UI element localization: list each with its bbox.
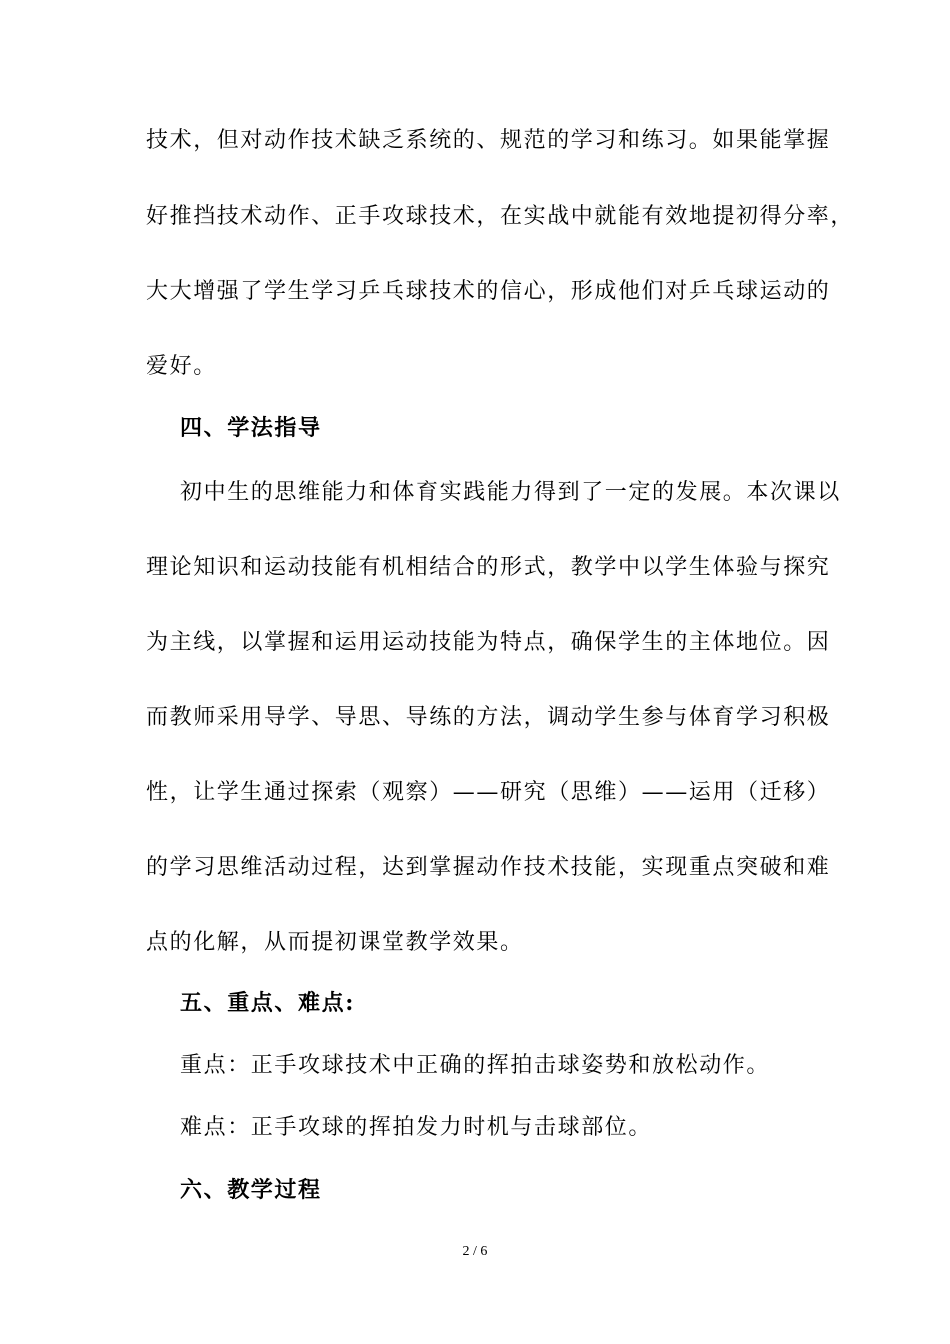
body-text-line: 初中生的思维能力和体育实践能力得到了一定的发展。本次课以 <box>180 480 841 505</box>
body-text-line: 好推挡技术动作、正手攻球技术，在实战中就能有效地提初得分率， <box>146 204 855 229</box>
body-text-line: 性，让学生通过探索（观察）——研究（思维）——运用（迁移） <box>146 780 831 805</box>
body-text-line: 技术，但对动作技术缺乏系统的、规范的学习和练习。如果能掌握 <box>146 128 831 153</box>
section-heading-study-guidance: 四、学法指导 <box>180 415 322 441</box>
body-text-line: 的学习思维活动过程，达到掌握动作技术技能，实现重点突破和难 <box>146 855 831 880</box>
difficulty-text: 难点：正手攻球的挥拍发力时机与击球部位。 <box>180 1115 653 1140</box>
section-heading-key-difficult-points: 五、重点、难点: <box>180 990 355 1016</box>
body-text-line: 点的化解，从而提初课堂教学效果。 <box>146 930 524 955</box>
body-text-line: 大大增强了学生学习乒乓球技术的信心，形成他们对乒乓球运动的 <box>146 279 831 304</box>
body-text-line: 理论知识和运动技能有机相结合的形式，教学中以学生体验与探究 <box>146 555 831 580</box>
body-text-line: 爱好。 <box>146 354 217 379</box>
page-number: 2 / 6 <box>462 1244 488 1259</box>
section-heading-teaching-process: 六、教学过程 <box>180 1177 322 1203</box>
key-point-text: 重点：正手攻球技术中正确的挥拍击球姿势和放松动作。 <box>180 1053 771 1078</box>
body-text-line: 为主线，以掌握和运用运动技能为特点，确保学生的主体地位。因 <box>146 630 831 655</box>
body-text-line: 而教师采用导学、导思、导练的方法，调动学生参与体育学习积极 <box>146 705 831 730</box>
